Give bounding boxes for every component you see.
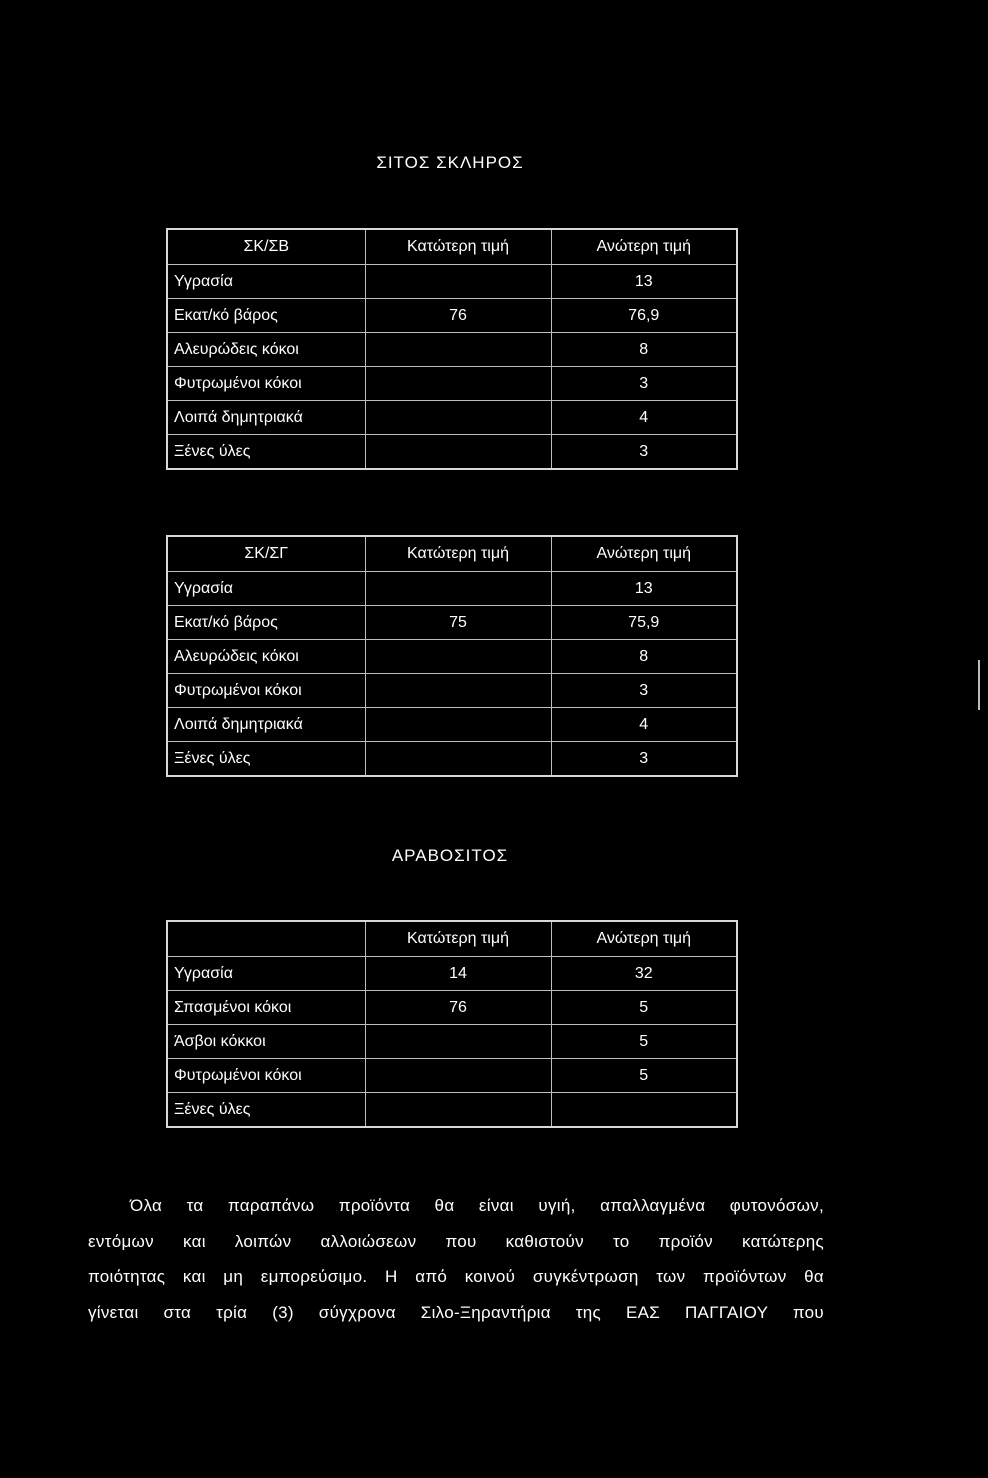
- row-label: Εκατ/κό βάρος: [167, 606, 365, 640]
- durum-wheat-table-sksv: [166, 228, 738, 470]
- table-row: [167, 333, 737, 367]
- table-corner-label: ΣΚ/ΣΒ: [167, 229, 365, 265]
- table-row: [167, 674, 737, 708]
- table-row: [167, 1093, 737, 1128]
- row-label: Υγρασία: [167, 957, 365, 991]
- row-label: Λοιπά δημητριακά: [167, 401, 365, 435]
- table-row: [167, 1059, 737, 1093]
- max-value: 75,9: [551, 606, 737, 640]
- paragraph-line: εντόμων και λοιπών αλλοιώσεων που καθιστούν το προϊόν κατώτερης: [88, 1231, 824, 1251]
- table-row: [167, 640, 737, 674]
- max-value: 3: [551, 435, 737, 470]
- row-label: Εκατ/κό βάρος: [167, 299, 365, 333]
- durum-wheat-table-sksg: [166, 535, 738, 777]
- row-label: Υγρασία: [167, 265, 365, 299]
- table-corner-empty: [167, 921, 365, 957]
- max-value: 5: [551, 1025, 737, 1059]
- table-row: [167, 401, 737, 435]
- min-value: 76: [365, 299, 551, 333]
- table-row: [167, 991, 737, 1025]
- column-header-max: Ανώτερη τιμή: [551, 921, 737, 957]
- row-label: Φυτρωμένοι κόκοι: [167, 367, 365, 401]
- row-label: Φυτρωμένοι κόκοι: [167, 674, 365, 708]
- table-row: [167, 572, 737, 606]
- min-value: [365, 640, 551, 674]
- paragraph-line: Όλα τα παραπάνω προϊόντα θα είναι υγιή, απαλλαγμένα φυτονόσων,: [130, 1196, 824, 1215]
- min-value: [365, 367, 551, 401]
- min-value: [365, 401, 551, 435]
- row-label: Σπασμένοι κόκοι: [167, 991, 365, 1025]
- column-header-min: Κατώτερη τιμή: [365, 921, 551, 957]
- table-row: [167, 367, 737, 401]
- table-row: [167, 299, 737, 333]
- max-value: 8: [551, 640, 737, 674]
- row-label: Λοιπά δημητριακά: [167, 708, 365, 742]
- column-header-min: Κατώτερη τιμή: [365, 536, 551, 572]
- column-header-min: Κατώτερη τιμή: [365, 229, 551, 265]
- min-value: [365, 572, 551, 606]
- table-row: [167, 265, 737, 299]
- paragraph-line: γίνεται στα τρία (3) σύγχρονα Σιλο-Ξηραντήρια της ΕΑΣ ΠΑΓΓΑΙΟΥ που: [88, 1302, 824, 1322]
- min-value: [365, 1059, 551, 1093]
- min-value: [365, 674, 551, 708]
- max-value: 8: [551, 333, 737, 367]
- table-row: [167, 708, 737, 742]
- row-label: Άσβοι κόκκοι: [167, 1025, 365, 1059]
- max-value: 3: [551, 674, 737, 708]
- min-value: [365, 265, 551, 299]
- row-label: Ξένες ύλες: [167, 435, 365, 470]
- terms-paragraph: [88, 1188, 824, 1330]
- row-label: Ξένες ύλες: [167, 742, 365, 777]
- min-value: [365, 435, 551, 470]
- min-value: [365, 1025, 551, 1059]
- max-value: 3: [551, 742, 737, 777]
- max-value: 13: [551, 572, 737, 606]
- min-value: [365, 333, 551, 367]
- column-header-max: Ανώτερη τιμή: [551, 229, 737, 265]
- min-value: 14: [365, 957, 551, 991]
- row-label: Αλευρώδεις κόκοι: [167, 640, 365, 674]
- column-header-max: Ανώτερη τιμή: [551, 536, 737, 572]
- max-value: 3: [551, 367, 737, 401]
- table-row: [167, 1025, 737, 1059]
- section-title-durum-wheat: ΣΙΤΟΣ ΣΚΛΗΡΟΣ: [376, 153, 524, 172]
- max-value: [551, 1093, 737, 1128]
- row-label: Φυτρωμένοι κόκοι: [167, 1059, 365, 1093]
- min-value: [365, 708, 551, 742]
- table-header-row: [167, 536, 737, 572]
- table-header-row: [167, 921, 737, 957]
- max-value: 5: [551, 991, 737, 1025]
- max-value: 4: [551, 708, 737, 742]
- table-row: [167, 742, 737, 777]
- table-row: [167, 957, 737, 991]
- max-value: 32: [551, 957, 737, 991]
- row-label: Αλευρώδεις κόκοι: [167, 333, 365, 367]
- min-value: [365, 742, 551, 777]
- row-label: Ξένες ύλες: [167, 1093, 365, 1128]
- min-value: 76: [365, 991, 551, 1025]
- table-corner-label: ΣΚ/ΣΓ: [167, 536, 365, 572]
- min-value: [365, 1093, 551, 1128]
- table-row: [167, 435, 737, 470]
- min-value: 75: [365, 606, 551, 640]
- max-value: 13: [551, 265, 737, 299]
- row-label: Υγρασία: [167, 572, 365, 606]
- max-value: 4: [551, 401, 737, 435]
- table-row: [167, 606, 737, 640]
- table-header-row: [167, 229, 737, 265]
- scan-edge-mark: [978, 660, 980, 710]
- max-value: 5: [551, 1059, 737, 1093]
- section-title-maize: ΑΡΑΒΟΣΙΤΟΣ: [391, 846, 509, 865]
- max-value: 76,9: [551, 299, 737, 333]
- maize-table: [166, 920, 738, 1128]
- paragraph-line: ποιότητας και μη εμπορεύσιμο. Η από κοινού συγκέντρωση των προϊόντων θα: [88, 1267, 824, 1287]
